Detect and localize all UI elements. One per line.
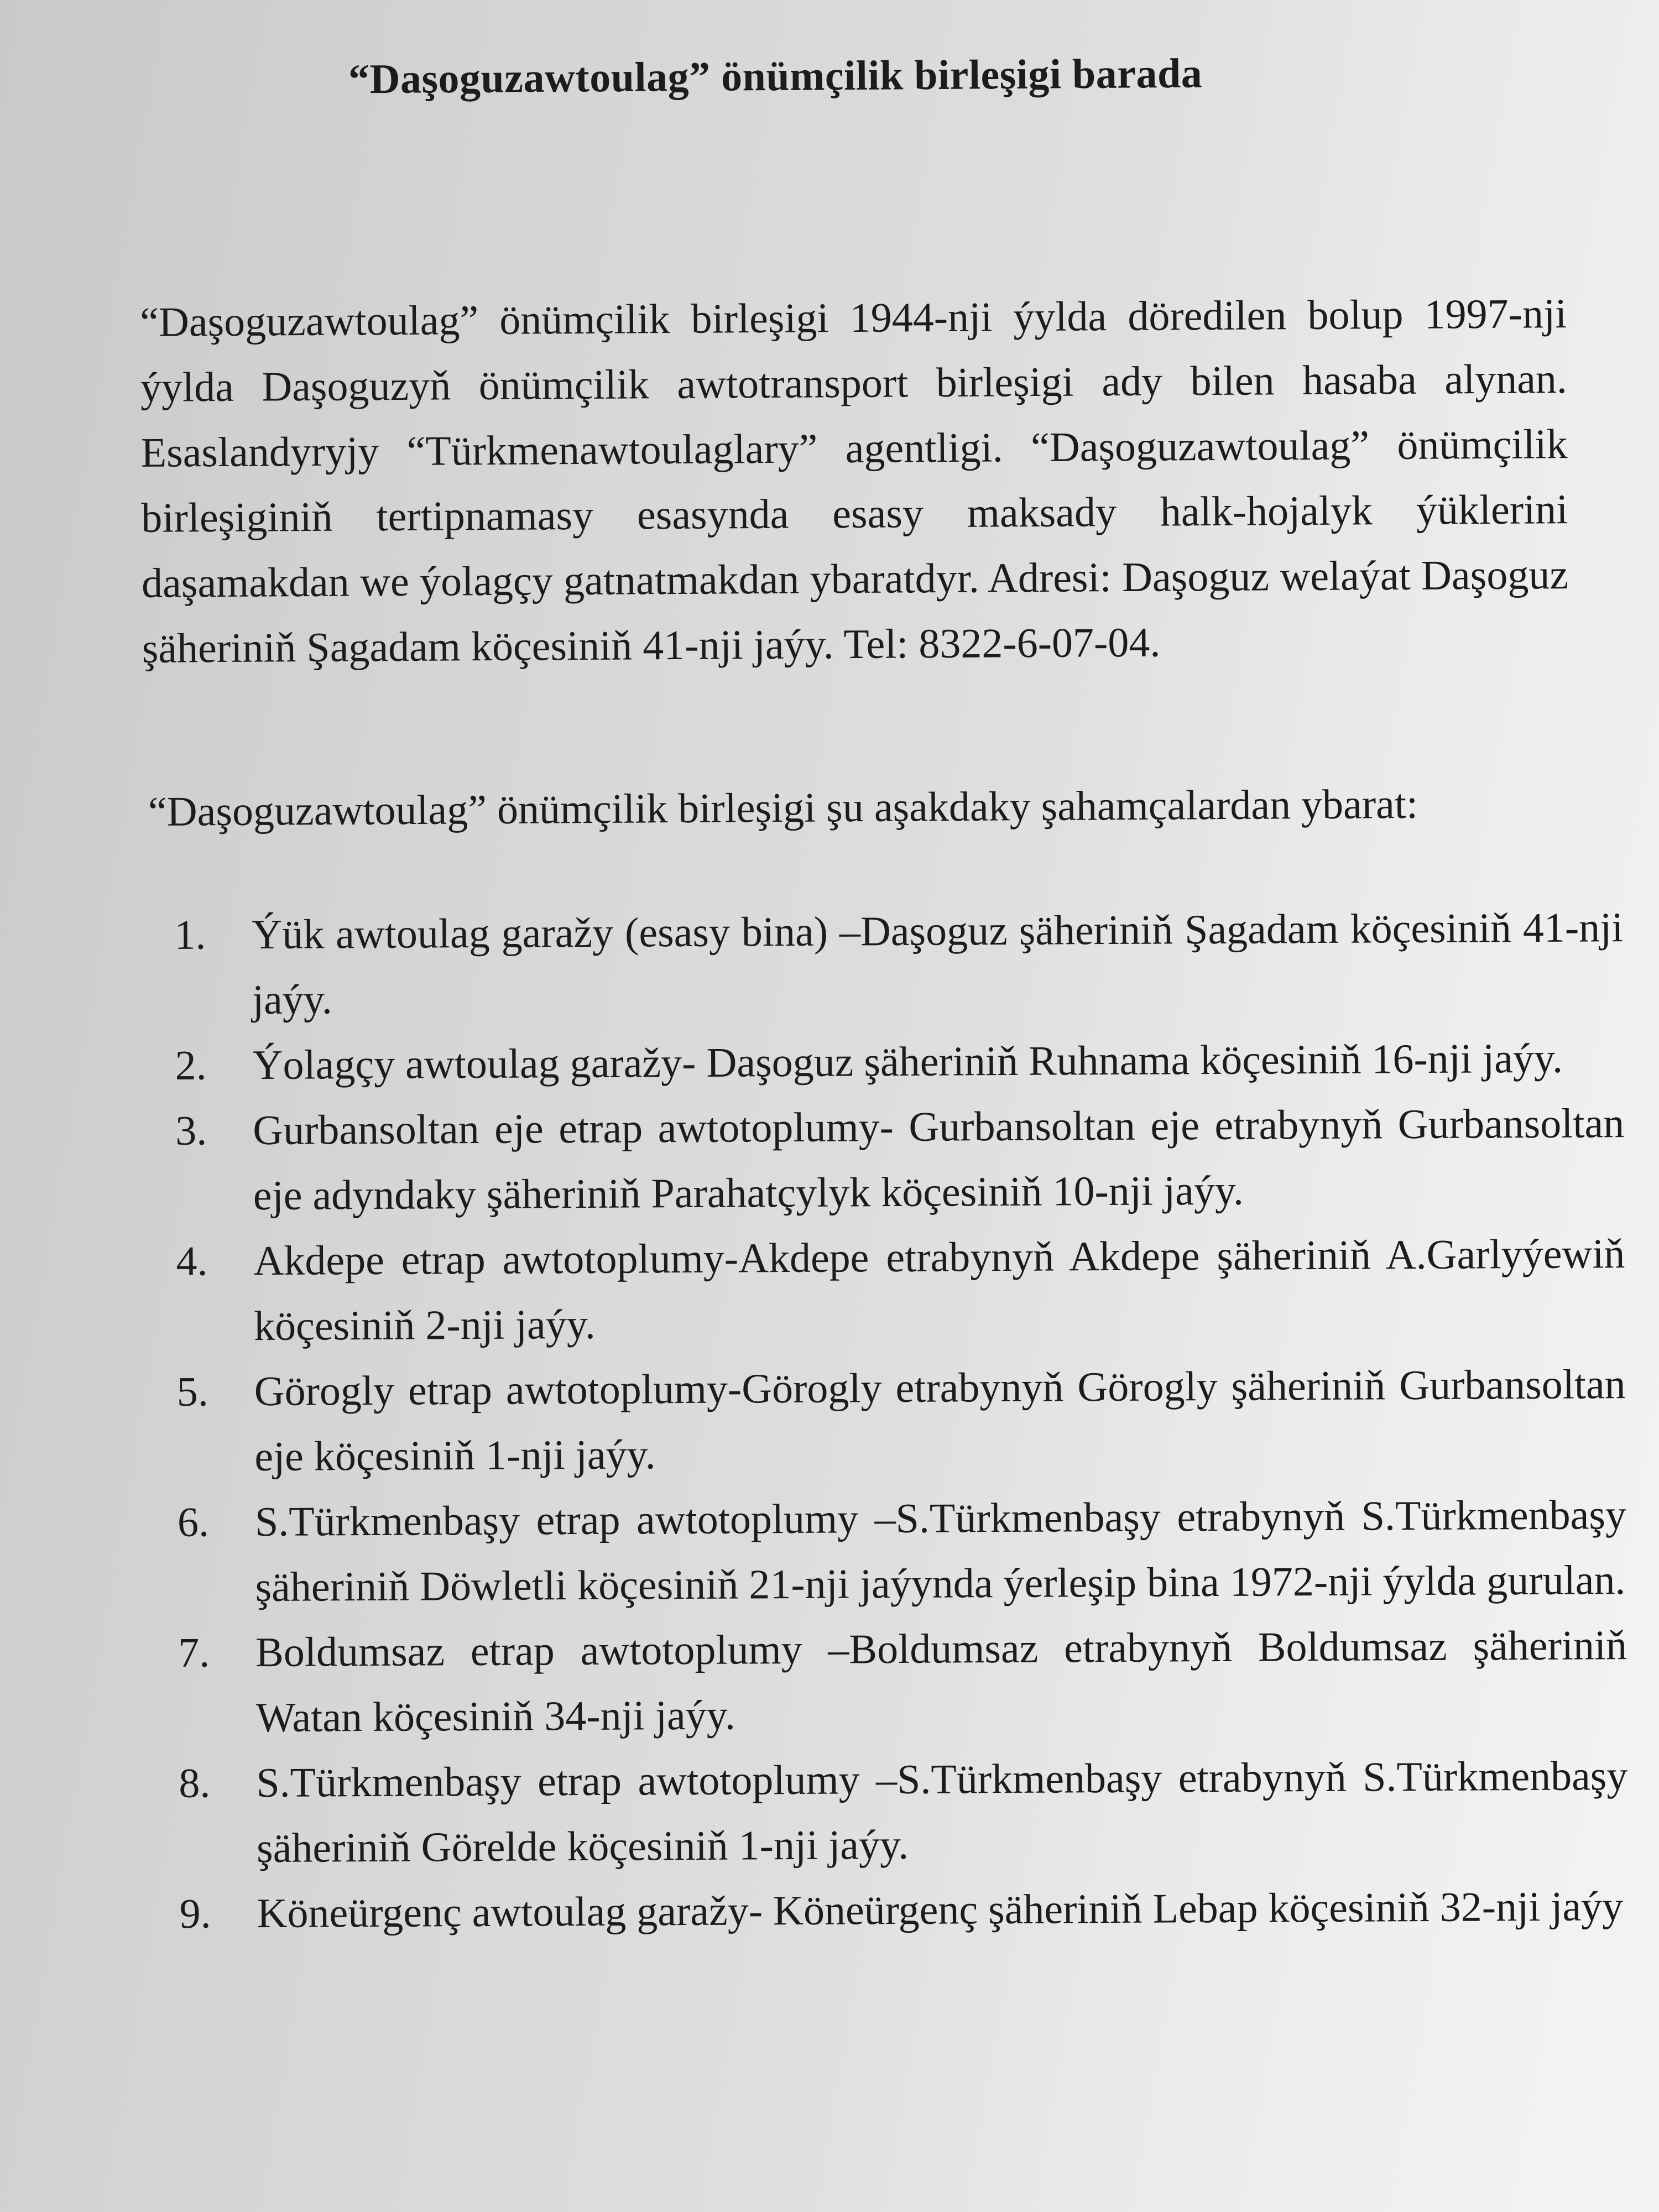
list-item-number: 7.	[178, 1629, 210, 1676]
list-item-number: 9.	[179, 1890, 211, 1937]
branches-list	[174, 895, 1629, 1947]
list-item	[174, 895, 1624, 1033]
intro-paragraph: “Daşoguzawtoulag” önümçilik birleşigi 1944-nji ýylda döredilen bolup 1997-nji ýylda Daşoguzyň önümçilik awtotransport birleşigi ady bilen hasaba alynan. Esaslandyryjy “Türkmenawtoulaglary” agentligi. “Daşoguzawtoulag” önümçilik birleşiginiň tertipnamasy esasynda esasy maksady halk-hojalyk ýüklerini daşamakdan we ýolagçy gatnatmakdan ybaratdyr. Adresi: Daşoguz welaýat Daşoguz şäheriniň Şagadam köçesiniň 41-nji jaýy. Tel: 8322-6-07-04.	[139, 290, 1569, 672]
list-item-text: Akdepe etrap awtotoplumy-Akdepe etrabynyň Akdepe şäheriniň A.Garlyýewiň köçesiniň 2-nji jaýy.	[253, 1230, 1625, 1350]
branches-intro-paragraph: “Daşoguzawtoulag” önümçilik birleşigi şu aşakdaky şahamçalardan ybarat:	[148, 780, 1418, 835]
list-item-text: Köneürgenç awtoulag garažy- Köneürgenç şäheriniň Lebap köçesiniň 32-nji jaýy	[257, 1883, 1624, 1937]
list-item-number: 2.	[175, 1042, 207, 1089]
list-item-text: S.Türkmenbaşy etrap awtotoplumy –S.Türkmenbaşy etrabynyň S.Türkmenbaşy şäheriniň Döwletli köçesiniň 21-nji jaýynda ýerleşip bina 1972-nji ýylda gurulan.	[254, 1491, 1627, 1611]
list-item	[179, 1874, 1629, 1947]
list-item-text: Gurbansoltan eje etrap awtotoplumy- Gurbansoltan eje etrabynyň Gurbansoltan eje adyndaky şäheriniň Parahatçylyk köçesiniň 10-nji jaýy.	[253, 1100, 1625, 1219]
list-item-text: Ýolagçy awtoulag garažy- Daşoguz şäheriniň Ruhnama köçesiniň 16-nji jaýy.	[252, 1035, 1563, 1089]
list-item	[175, 1025, 1624, 1098]
list-item-number: 1.	[174, 911, 206, 958]
list-item-text: Görogly etrap awtotoplumy-Görogly etrabynyň Görogly şäheriniň Gurbansoltan eje köçesiniň 1-nji jaýy.	[254, 1361, 1626, 1480]
list-item	[178, 1482, 1627, 1620]
list-item	[176, 1352, 1626, 1490]
list-item-number: 5.	[176, 1368, 208, 1415]
list-item-number: 6.	[177, 1499, 210, 1546]
list-item	[178, 1613, 1627, 1751]
list-item-number: 8.	[179, 1760, 211, 1807]
list-item	[179, 1743, 1628, 1881]
document-title: “Daşoguzawtoulag” önümçilik birleşigi barada	[348, 50, 1203, 103]
list-item-text: Ýük awtoulag garažy (esasy bina) –Daşoguz şäheriniň Şagadam köçesiniň 41-nji jaýy.	[252, 904, 1624, 1024]
list-item-number: 3.	[175, 1107, 207, 1154]
list-item	[175, 1091, 1625, 1229]
list-item-number: 4.	[176, 1238, 208, 1285]
list-item	[176, 1221, 1625, 1359]
list-item-text: S.Türkmenbaşy etrap awtotoplumy –S.Türkmenbaşy etrabynyň S.Türkmenbaşy şäheriniň Görelde köçesiniň 1-nji jaýy.	[256, 1752, 1628, 1872]
list-item-text: Boldumsaz etrap awtotoplumy –Boldumsaz etrabynyň Boldumsaz şäheriniň Watan köçesiniň 34-nji jaýy.	[255, 1622, 1627, 1741]
